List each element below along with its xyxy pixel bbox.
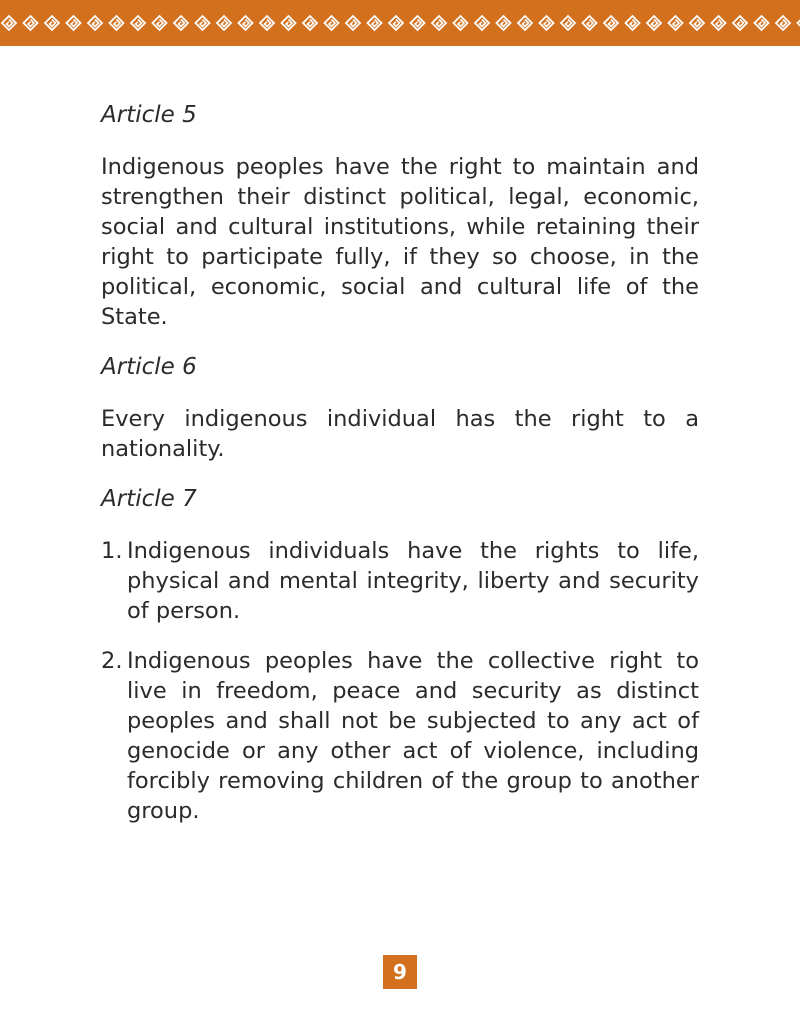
- ornament-motif: [45, 16, 59, 30]
- ornament-motif: [67, 16, 81, 30]
- ornament-motif: [239, 16, 253, 30]
- ornament-motif: [196, 16, 210, 30]
- list-item: [101, 536, 699, 626]
- article-6-heading: Article 6: [101, 354, 197, 380]
- ornament-motif: [647, 16, 661, 30]
- ornament-motif: [690, 16, 704, 30]
- ornament-motif: [368, 16, 382, 30]
- ornament-motif: [389, 16, 403, 30]
- ornament-motif: [174, 16, 188, 30]
- ornament-motif: [131, 16, 145, 30]
- ornament-motif: [2, 16, 16, 30]
- greek-key-ornament-icon: [0, 14, 800, 32]
- ornament-motif: [454, 16, 468, 30]
- ornament-motif: [561, 16, 575, 30]
- ornament-motif: [411, 16, 425, 30]
- ornament-motif: [325, 16, 339, 30]
- ornament-motif: [88, 16, 102, 30]
- ornament-motif: [776, 16, 790, 30]
- list-item-text: Indigenous individuals have the rights to life, physical and mental integrity, liberty and security of person.: [127, 538, 699, 624]
- article-7-list: [101, 536, 699, 826]
- document-body: [101, 100, 699, 846]
- list-item-number: 2.: [101, 648, 123, 674]
- ornament-motif: [604, 16, 618, 30]
- list-item: [101, 646, 699, 826]
- ornament-motif: [282, 16, 296, 30]
- ornament-motif: [475, 16, 489, 30]
- list-item-number: 1.: [101, 538, 123, 564]
- ornament-motif: [626, 16, 640, 30]
- ornament-motif: [260, 16, 274, 30]
- ornament-motif: [217, 16, 231, 30]
- ornament-motif: [110, 16, 124, 30]
- article-5-paragraph: Indigenous peoples have the right to maintain and strengthen their distinct political, legal, economic, social and cultural institutions, while retaining their right to participate fully, if they so choose, in the political, economic, social and cultural life of the State.: [101, 154, 699, 330]
- ornament-motif: [733, 16, 747, 30]
- ornament-motif: [24, 16, 38, 30]
- decorative-header-band: [0, 0, 800, 46]
- article-6-paragraph: Every indigenous individual has the right to a nationality.: [101, 406, 699, 462]
- ornament-motif: [669, 16, 683, 30]
- article-5-heading: Article 5: [101, 102, 197, 128]
- article-7-heading: Article 7: [101, 486, 197, 512]
- ornament-motif: [346, 16, 360, 30]
- ornament-motif: [540, 16, 554, 30]
- ornament-motif: [712, 16, 726, 30]
- ornament-motif: [303, 16, 317, 30]
- ornament-motif: [583, 16, 597, 30]
- list-item-text: Indigenous peoples have the collective right to live in freedom, peace and security as distinct peoples and shall not be subjected to any act of genocide or any other act of violence, including forcibly removing children of the group to another group.: [127, 648, 699, 824]
- ornament-motif: [497, 16, 511, 30]
- ornament-motif: [432, 16, 446, 30]
- ornament-motif: [153, 16, 167, 30]
- ornament-motif: [755, 16, 769, 30]
- page-number-badge: 9: [383, 955, 417, 989]
- ornament-motif: [518, 16, 532, 30]
